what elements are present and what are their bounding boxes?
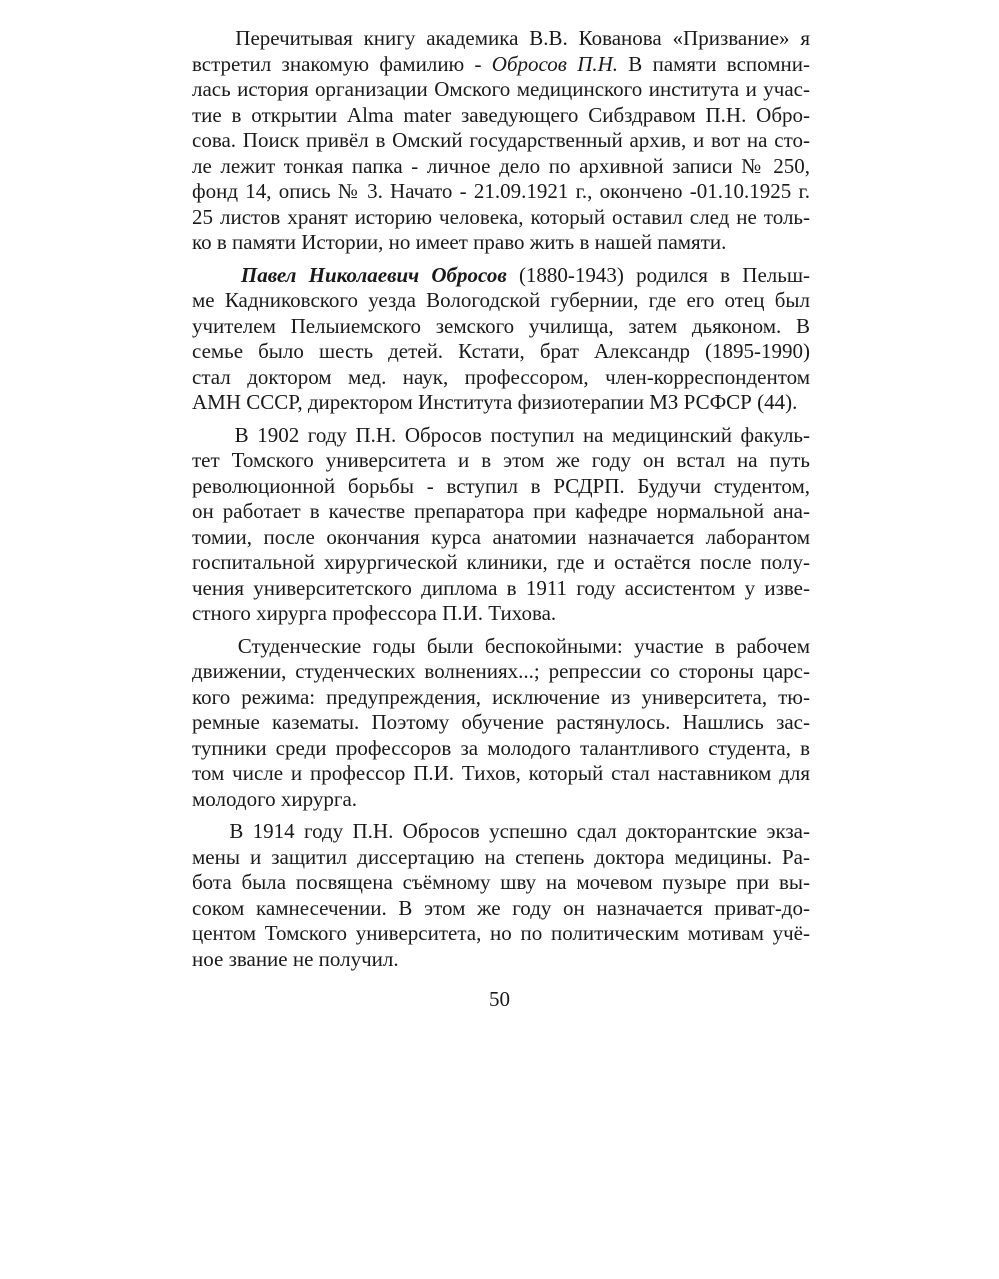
text-line <box>192 230 810 256</box>
text-line <box>192 26 810 52</box>
text-run: В 1902 году П.Н. Обросов поступил на медицинский факуль- <box>192 422 810 447</box>
text-run: ме Кадниковского уезда Вологодской губернии, где его отец был <box>192 288 810 312</box>
text-run: революционной борьбы - вступил в РСДРП. Будучи студентом, <box>192 473 810 498</box>
text-line <box>192 314 810 340</box>
text-line <box>192 52 810 78</box>
text-run: тие в открытии Alma mater заведующего Сибздравом П.Н. Обро- <box>192 102 810 127</box>
page-number: 50 <box>489 987 510 1011</box>
text-run: ле лежит тонкая папка - личное дело по архивной записи № 250, <box>192 153 810 178</box>
text-run: молодого хирурга. <box>192 786 358 811</box>
paragraph <box>192 634 810 813</box>
text-run: лась история организации Омского медицинского института и учас- <box>192 77 810 101</box>
text-run: семье было шесть детей. Кстати, брат Александр (1895-1990) <box>192 339 810 363</box>
page-body <box>192 26 810 972</box>
text-run: Обросов П.Н. <box>491 51 619 76</box>
text-line <box>192 819 810 845</box>
text-run: ремные казематы. Поэтому обучение растянулось. Нашлись зас- <box>192 710 810 734</box>
text-line <box>192 263 810 289</box>
text-line <box>192 205 810 231</box>
text-run: Перечитывая книгу академика В.В. Кованова «Призвание» я <box>192 26 810 50</box>
text-run: бота была посвящена съёмному шву на мочевом пузыре при вы- <box>192 870 810 894</box>
text-line <box>192 423 810 449</box>
text-line <box>192 870 810 896</box>
text-run: Студенческие годы были беспокойными: участие в рабочем <box>192 633 810 658</box>
text-line <box>192 339 810 365</box>
text-run: он работает в качестве препаратора при кафедре нормальной ана- <box>192 499 810 523</box>
text-run: В 1914 году П.Н. Обросов успешно сдал докторантские экза- <box>192 819 810 843</box>
text-line <box>192 525 810 551</box>
text-line <box>192 896 810 922</box>
text-run: том числе и профессор П.И. Тихов, который стал наставником для <box>192 761 810 785</box>
text-line <box>192 365 810 391</box>
text-run: стал доктором мед. наук, профессором, член-корреспондентом <box>192 364 810 389</box>
text-line <box>192 921 810 947</box>
text-run: учителем Пелыиемского земского училища, затем дьяконом. В <box>192 313 810 338</box>
text-line <box>192 499 810 525</box>
text-line <box>192 845 810 871</box>
text-run: ко в памяти Истории, но имеет право жить в нашей памяти. <box>192 230 727 254</box>
text-line <box>192 448 810 474</box>
text-run: АМН СССР, директором Института физиотерапии МЗ РСФСР (44). <box>192 390 798 414</box>
paragraph <box>192 263 810 416</box>
text-run: тет Томского университета и в этом же году он встал на путь <box>192 448 810 472</box>
text-line <box>192 634 810 660</box>
paragraph <box>192 819 810 972</box>
text-run: кого режима: предупреждения, исключение из университета, тю- <box>192 684 810 709</box>
text-run: движении, студенческих волнениях...; репрессии со стороны царс- <box>192 659 810 683</box>
text-line <box>192 576 810 602</box>
text-run: В памяти вспомни- <box>618 51 810 76</box>
text-run: Павел Николаевич Обросов <box>240 262 507 287</box>
text-run: соком камнесечении. В этом же году он назначается приват-до- <box>192 895 810 920</box>
text-run: ное звание не получил. <box>192 946 399 971</box>
text-line <box>192 103 810 129</box>
text-line <box>192 947 810 973</box>
text-line <box>192 787 810 813</box>
text-line <box>192 288 810 314</box>
text-line <box>192 128 810 154</box>
text-run: 25 листов хранят историю человека, который оставил след не толь- <box>192 204 810 229</box>
text-run: встретил знакомую фамилию - <box>192 51 492 76</box>
text-line <box>192 179 810 205</box>
text-run: госпитальной хирургической клиники, где и остаётся после полу- <box>192 550 810 574</box>
text-line <box>192 550 810 576</box>
text-line <box>192 474 810 500</box>
text-line <box>192 761 810 787</box>
text-line <box>192 736 810 762</box>
text-run: сова. Поиск привёл в Омский государственный архив, и вот на сто- <box>192 128 810 152</box>
text-run: стного хирурга профессора П.И. Тихова. <box>192 601 557 625</box>
text-run: томии, после окончания курса анатомии назначается лаборантом <box>192 524 810 549</box>
text-run: тупники среди профессоров за молодого талантливого студента, в <box>192 735 810 760</box>
text-line <box>192 390 810 416</box>
text-line <box>192 154 810 180</box>
text-line <box>192 710 810 736</box>
text-run: чения университетского диплома в 1911 году ассистентом у изве- <box>192 575 810 600</box>
text-line <box>192 659 810 685</box>
text-line <box>192 601 810 627</box>
text-line <box>192 77 810 103</box>
text-run: фонд 14, опись № 3. Начато - 21.09.1921 г., окончено -01.10.1925 г. <box>192 179 810 203</box>
paragraph <box>192 423 810 627</box>
paragraph <box>192 26 810 256</box>
text-line <box>192 685 810 711</box>
text-run: (1880-1943) родился в Пельш- <box>506 262 810 287</box>
text-run <box>192 263 241 287</box>
text-run: мены и защитил диссертацию на степень доктора медицины. Ра- <box>192 844 810 869</box>
text-run: центом Томского университета, но по политическим мотивам учё- <box>192 921 810 945</box>
